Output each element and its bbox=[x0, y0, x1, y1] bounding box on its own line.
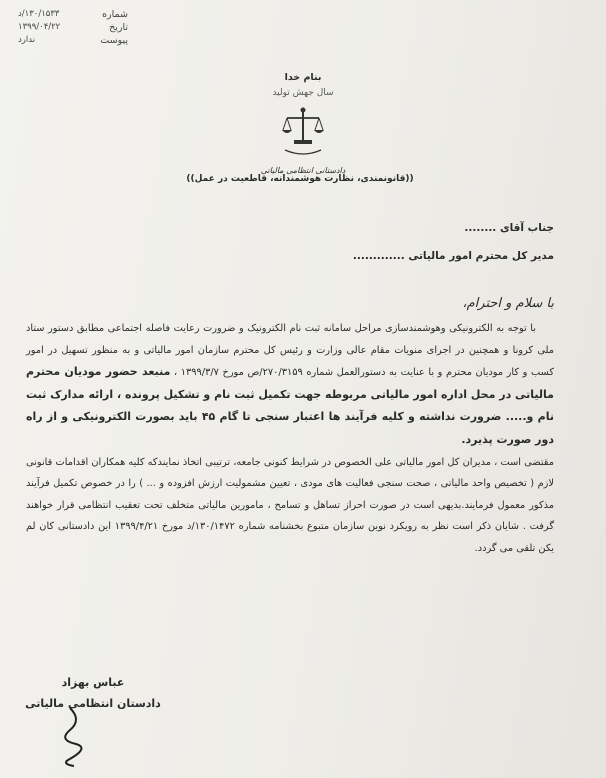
motto: ((قانونمندی، نظارت هوشمندانه، قاطعیت در عمل)) bbox=[186, 174, 414, 184]
number-value: ۱۳۰/۱۵۳۳/د bbox=[18, 9, 60, 19]
paragraph-1 bbox=[26, 318, 554, 452]
paragraph-1-emphasis: منبعد حضور مودیان محترم مالیاتی در محل اداره امور مالیاتی مربوطه جهت تکمیل ثبت نام و تشکیل پرونده ، ارائه مدارک ثبت نام و..... ضرورت نداشته و کلیه فرآیند ها اعتبار سنجی تا گام ۴۵ باید بصورت الکترونیکی و از راه دور صورت پذیرد. bbox=[25, 365, 554, 446]
scales-emblem-icon bbox=[279, 106, 327, 164]
greeting: با سلام و احترام، bbox=[462, 296, 554, 311]
year-slogan: سال جهش تولید bbox=[272, 88, 334, 98]
handwritten-signature bbox=[40, 700, 120, 770]
date-label: تاریخ bbox=[109, 22, 128, 33]
attachment-value: ندارد bbox=[18, 35, 36, 45]
recipient-line-1: جناب آقای ........ bbox=[464, 222, 554, 234]
recipient-line-2: مدیر کل محترم امور مالیاتی ............. bbox=[352, 250, 554, 262]
basmala: بنام خدا bbox=[284, 72, 322, 83]
letter-meta bbox=[18, 8, 128, 47]
date-value: ۱۳۹۹/۰۴/۲۲ bbox=[18, 22, 61, 32]
organization-name: دادستانی انتظامی مالیاتی bbox=[260, 166, 346, 175]
letterhead bbox=[238, 72, 368, 175]
attachment-label: پیوست bbox=[100, 35, 128, 46]
number-label: شماره bbox=[102, 9, 128, 20]
signatory-name: عباس بهزاد bbox=[61, 676, 125, 689]
paragraph-2: مقتضی است ، مدیران کل امور مالیاتی علی الخصوص در شرایط کنونی جامعه، ترتیبی اتخاذ نمایندکه کلیه همکاران اقدامات قانونی لازم ( تخصیص واحد مالیاتی ، صحت سنجی فعالیت های مودی ، تعیین مشمولیت ارزش افزوده و ... ) را در خصوص تکمیل فرآیند مذکور معمول فرمایند.بدیهی است در صورت احراز تساهل و تسامح ، مامورین مالیاتی متخلف تحت تعقیب انتظامی قرار خواهند گرفت . شایان ذکر است نظر به رویکرد نوین سازمان متبوع بخشنامه شماره ۱۳۰/۱۴۷۲/د مورخ ۱۳۹۹/۴/۲۱ این دادستانی کان لم یکن تلقی می گردد. bbox=[26, 456, 554, 554]
paragraph-1-text: با توجه به الکترونیکی وهوشمندسازی مراحل سامانه ثبت نام الکترونیک و ضرورت رعایت فاصله اجتماعی مطابق دستور ستاد ملی کرونا و همچنین در اجرای منویات مقام عالی وزارت و رئیس کل محترم سازمان امور مالیاتی و به منظور تسهیل در امور کسب و کار مودیان محترم و با عنایت به دستورالعمل شماره ۲۷۰/۳۱۵۹/ص مورخ ۱۳۹۹/۳/۷ ، bbox=[26, 323, 554, 379]
signatory-title: دادستان انتظامی مالیاتی bbox=[25, 697, 161, 710]
letter-body bbox=[26, 318, 554, 560]
